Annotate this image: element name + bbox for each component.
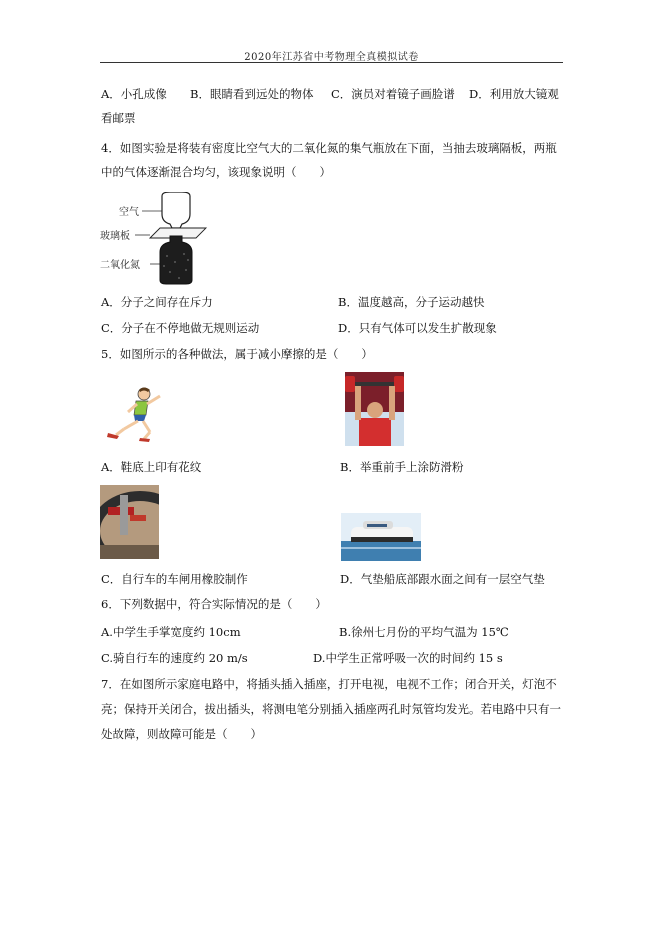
gas-jars-figure — [100, 192, 210, 288]
q6-option-b: B.徐州七月份的平均气温为 15℃ — [339, 625, 509, 639]
hovercraft-photo — [341, 513, 421, 561]
weightlifter-photo — [345, 372, 404, 446]
q6-option-d: D.中学生正常呼吸一次的时间约 15 s — [313, 651, 503, 665]
page-header: 2020年江苏省中考物理全真模拟试卷 — [244, 52, 419, 63]
q5-option-a: A．鞋底上印有花纹 — [101, 460, 202, 474]
q4-option-b: B．温度越高，分子运动越快 — [338, 295, 485, 309]
q5-option-c: C．自行车的车闸用橡胶制作 — [101, 572, 248, 586]
q5-stem: 5．如图所示的各种做法，属于减小摩擦的是（ ） — [101, 347, 373, 361]
bicycle-brake-photo — [100, 485, 159, 559]
label-nitrogen-dioxide: 二氧化氮 — [100, 260, 140, 271]
q4-stem-line2: 中的气体逐渐混合均匀，该现象说明（ ） — [101, 165, 331, 179]
q7-line3: 处故障，则故障可能是（ ） — [101, 727, 262, 741]
q4-option-a: A．分子之间存在斥力 — [101, 295, 213, 309]
runner-image — [100, 385, 170, 443]
q4-option-c: C．分子在不停地做无规则运动 — [101, 321, 260, 335]
q5-option-d: D．气垫船底部跟水面之间有一层空气垫 — [340, 572, 545, 586]
q3-option-c: C．演员对着镜子画脸谱 — [331, 87, 455, 101]
label-air: 空气 — [119, 207, 139, 218]
q6-option-c: C.骑自行车的速度约 20 m/s — [101, 651, 248, 665]
q4-stem-line1: 4．如图实验是将装有密度比空气大的二氧化氮的集气瓶放在下面，当抽去玻璃隔板，两瓶 — [101, 141, 557, 155]
q3-option-b: B．眼睛看到远处的物体 — [190, 87, 314, 101]
q3-option-a: A．小孔成像 — [101, 87, 167, 101]
q3-option-d: D．利用放大镜观 — [469, 87, 559, 101]
q5-option-b: B．举重前手上涂防滑粉 — [340, 460, 464, 474]
q6-stem: 6．下列数据中，符合实际情况的是（ ） — [101, 597, 327, 611]
q4-option-d: D．只有气体可以发生扩散现象 — [338, 321, 497, 335]
q6-option-a: A.中学生手掌宽度约 10cm — [101, 625, 241, 639]
q3-option-d-cont: 看邮票 — [101, 111, 136, 125]
q7-line1: 7．在如图所示家庭电路中，将插头插入插座，打开电视，电视不工作；闭合开关，灯泡不 — [101, 677, 557, 691]
q7-line2: 亮；保持开关闭合，拔出插头，将测电笔分别插入插座两孔时氖管均发光。若电路中只有一 — [101, 702, 561, 716]
header-rule — [100, 62, 563, 63]
label-glass-plate: 玻璃板 — [100, 231, 130, 242]
